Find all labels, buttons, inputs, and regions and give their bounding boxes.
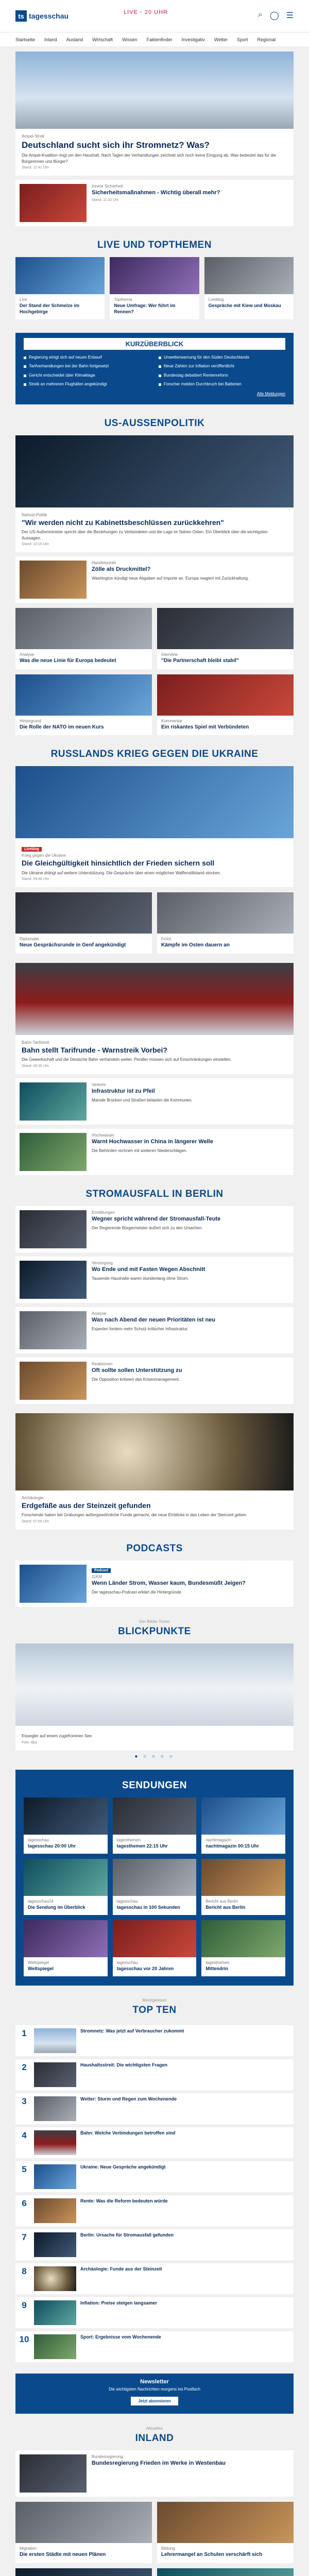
train-story[interactable]	[15, 963, 294, 1074]
logo-text: tagesschau	[29, 12, 69, 20]
summary-item[interactable]: Bundestag debattiert Rentenreform	[159, 373, 285, 378]
headline[interactable]: Stromnetz: Was jetzt auf Verbraucher zukommt	[80, 2028, 184, 2034]
headline[interactable]: Bericht aus Berlin	[205, 1904, 246, 1910]
story-card[interactable]	[15, 608, 152, 669]
nav-item[interactable]: Faktenfinder	[146, 37, 173, 42]
thumb-image[interactable]	[15, 892, 152, 934]
topline: 11KM	[92, 1574, 102, 1579]
newsletter-text: Die wichtigsten Nachrichten morgens ins Postfach	[109, 2387, 200, 2392]
shows-box	[15, 1770, 294, 1986]
headline[interactable]: Deutschland sucht sich ihr Stromnetz? Was?	[22, 140, 210, 150]
topline: Krieg gegen die Ukraine	[22, 853, 66, 858]
topline: Liveblog	[208, 297, 224, 302]
top-story-image[interactable]	[15, 52, 294, 129]
top-ten-item[interactable]	[15, 2093, 294, 2124]
topline: Live	[20, 297, 27, 302]
story-card[interactable]	[157, 892, 294, 954]
headline[interactable]: "Die Partnerschaft bleibt stabil"	[161, 658, 239, 664]
headline[interactable]: Wenn Länder Strom, Wasser kaum, Bundesmüßt Jeigen?	[92, 1580, 246, 1586]
story-card[interactable]	[15, 674, 152, 736]
user-icon[interactable]: ◯	[269, 11, 279, 20]
date: Stand: 12:41 Uhr	[22, 166, 49, 170]
gallery-pagination[interactable]: ● ○ ○ ○ ○	[134, 1753, 175, 1759]
summary-item[interactable]: Regierung einigt sich auf neuen Entwurf	[24, 355, 150, 360]
topline: Innere Sicherheit	[92, 184, 123, 189]
nav-item[interactable]: Sport	[237, 37, 248, 42]
summary-item[interactable]: Tarifverhandlungen bei der Bahn fortgesetzt	[24, 364, 150, 369]
show-card[interactable]	[24, 1859, 108, 1915]
menu-icon[interactable]: ☰	[286, 11, 294, 20]
shows-grid	[24, 1798, 285, 1977]
show-card[interactable]	[113, 1859, 197, 1915]
show-card[interactable]	[24, 1798, 108, 1854]
thumb-image[interactable]	[34, 2198, 76, 2223]
ukraine-main-story[interactable]	[15, 766, 294, 887]
headline[interactable]: Sicherheitsmaßnahmen - Wichtig überall mehr?	[92, 190, 220, 196]
thumb-image[interactable]	[24, 1920, 108, 1957]
topline: Kommentar	[161, 718, 183, 723]
lead: Marode Brücken und Straßen belasten die Kommunen.	[92, 1097, 193, 1103]
inland-cards	[15, 2502, 294, 2576]
nav-item[interactable]: Inland	[44, 37, 57, 42]
section-title-shows: SENDUNGEN	[122, 1780, 187, 1791]
summary-item[interactable]: Streik an mehreren Flughäfen angekündigt	[24, 382, 150, 387]
lead: Die Gewerkschaft und die Deutsche Bahn verhandeln weiter. Pendler müssen sich auf Einschränkungen einstellen.	[22, 1057, 232, 1062]
thumb-image[interactable]	[15, 674, 152, 716]
section-title-us: US-AUSSENPOLITIK	[104, 417, 205, 429]
thumb-image[interactable]	[24, 1859, 108, 1896]
header-icons	[258, 10, 294, 21]
topline: nachtmagazin	[205, 1837, 232, 1842]
headline[interactable]: Inflation: Preise steigen langsamer	[80, 2300, 158, 2306]
us-main-story[interactable]	[15, 435, 294, 553]
headline[interactable]: Mittendrin	[205, 1966, 228, 1972]
headline[interactable]: Was nach Abend der neuen Prioritäten ist neu	[92, 1316, 216, 1323]
thumb-image[interactable]	[20, 561, 87, 599]
stone-age-story[interactable]	[15, 1413, 294, 1530]
story-card[interactable]	[157, 2502, 294, 2563]
story-image[interactable]	[15, 766, 294, 838]
thumb-image[interactable]	[157, 674, 294, 716]
summary-title: KURZÜBERBLICK	[24, 338, 285, 350]
bullet-icon	[24, 365, 26, 368]
headline[interactable]: Oft sollte sollen Unterstützung zu	[92, 1367, 182, 1374]
date: Stand: 10:15 Uhr	[22, 543, 49, 547]
topline: Bahn-Tarifstreit	[22, 1040, 49, 1045]
headline[interactable]: Erdgefäße aus der Steinzeit gefunden	[22, 1501, 151, 1510]
date: Stand: 09:48 Uhr	[22, 877, 49, 882]
live-cards	[15, 257, 294, 319]
lead: Experten fordern mehr Schutz kritischer Infrastruktur.	[92, 1326, 188, 1331]
topline: Bildung	[161, 2546, 175, 2551]
thumb-image[interactable]	[113, 1798, 197, 1835]
headline[interactable]: Ukraine: Neue Gespräche angekündigt	[80, 2164, 166, 2170]
second-story[interactable]	[15, 180, 294, 226]
thumb-image[interactable]	[34, 2232, 76, 2257]
top-ten-item[interactable]	[15, 2059, 294, 2090]
search-icon[interactable]: ⌕	[258, 10, 263, 19]
story-card[interactable]	[15, 2502, 152, 2563]
headline[interactable]: Zölle als Druckmittel?	[92, 566, 151, 573]
topline: Verkehr	[92, 1082, 106, 1087]
section-kicker: Der Bilder-Ticker	[139, 1619, 170, 1624]
thumb-image[interactable]	[34, 2130, 76, 2155]
topline: Analyse	[20, 652, 35, 657]
topline: Nahost-Politik	[22, 512, 47, 517]
date: Stand: 08:30 Uhr	[22, 1064, 49, 1068]
topline: Bericht aus Berlin	[205, 1899, 238, 1904]
thumb-image[interactable]	[24, 1798, 108, 1835]
thumb-image[interactable]	[20, 1311, 87, 1349]
date: Stand: 07:55 Uhr	[22, 1519, 49, 1523]
topline: Hintergrund	[20, 718, 41, 723]
thumb-image[interactable]	[34, 2096, 76, 2121]
newsletter-box	[15, 2374, 294, 2414]
show-card[interactable]	[113, 1798, 197, 1854]
lead: Der US-Außenminister spricht über die Beziehungen zu Verbündeten und die Lage im Nahen Osten. Ein Überblick über die wichtigsten Aussagen.	[22, 530, 268, 540]
lead: Forschende haben bei Grabungen außergewöhnliche Funde gemacht, die neue Einblicke in das Leben der Steinzeit geben.	[22, 1513, 248, 1518]
thumb-image[interactable]	[204, 257, 294, 294]
section-title-live: LIVE UND TOPTHEMEN	[97, 240, 212, 251]
show-card[interactable]	[24, 1920, 108, 1976]
show-card[interactable]	[201, 1920, 285, 1976]
section-title-top-ten: TOP TEN	[132, 2005, 177, 2016]
top-ten-item[interactable]	[15, 2161, 294, 2192]
nav-item[interactable]: Wetter	[214, 37, 228, 42]
headline[interactable]: Kämpfe im Osten dauern an	[161, 942, 230, 948]
topline: tagesschau	[28, 1837, 49, 1842]
top-story[interactable]	[15, 52, 294, 176]
headline[interactable]: tagesschau in 100 Sekunden	[116, 1904, 180, 1910]
topline: Bundesregierung	[92, 2454, 123, 2460]
story-image[interactable]	[15, 963, 294, 1035]
bullet-icon	[24, 383, 26, 386]
nav-item[interactable]: Wissen	[122, 37, 138, 42]
podcast-cover[interactable]	[20, 1565, 87, 1603]
headline[interactable]: Lehrermangel an Schulen verschärft sich	[161, 2552, 263, 2558]
topline: Hochwasser	[92, 1132, 115, 1138]
topline: tagesthemen	[205, 1960, 230, 1965]
rank-number: 10	[19, 2334, 29, 2345]
topline: Handelsstreit	[92, 561, 116, 566]
headline[interactable]: tagesschau vor 20 Jahren	[116, 1966, 174, 1972]
headline[interactable]: Die Sendung im Überblick	[28, 1904, 85, 1910]
headline[interactable]: Archäologie: Funde aus der Steinzeit	[80, 2266, 162, 2272]
thumb-image[interactable]	[34, 2062, 76, 2087]
us-row-story[interactable]	[15, 556, 294, 603]
thumb-image[interactable]	[34, 2300, 76, 2325]
headline[interactable]: Bahn stellt Tarifrunde - Warnstreik Vorbei?	[22, 1045, 167, 1054]
topline: Front	[161, 937, 171, 942]
thumb-image[interactable]	[20, 1362, 87, 1400]
mixed-story[interactable]	[15, 1129, 294, 1175]
headline[interactable]: Der Stand der Schmelze im Hochgebirge	[20, 303, 80, 314]
headline[interactable]: Die Gleichgültigkeit hinsichtlich der Frieden sichern soll	[22, 859, 215, 868]
headline[interactable]: Neue Gesprächsrunde in Genf angekündigt	[20, 942, 126, 948]
lead: Die Behörden rechnen mit weiteren Niederschlägen.	[92, 1148, 187, 1153]
headline[interactable]: Rente: Was die Reform bedeuten würde	[80, 2198, 168, 2204]
topline: Analyse	[92, 1311, 107, 1316]
topline: Reaktionen	[92, 1361, 113, 1366]
photo-gallery[interactable]	[15, 1643, 294, 1751]
bullet-icon	[159, 375, 161, 377]
headline[interactable]: Neue Umfrage: Wer führt im Rennen?	[114, 303, 176, 314]
lead: Der Regierende Bürgermeister äußert sich zu den Ursachen.	[92, 1225, 203, 1230]
summary-item[interactable]: Forscher melden Durchbruch bei Batterien	[159, 382, 285, 387]
section-kicker: Meistgelesen	[142, 1998, 167, 2003]
thumb-image[interactable]	[20, 1261, 87, 1299]
topline: Interview	[161, 652, 178, 657]
summary-more-link[interactable]: Alle Meldungen	[256, 391, 285, 396]
live-card[interactable]	[204, 257, 294, 319]
rank-number: 1	[22, 2028, 27, 2039]
lead: Die Ampel-Koalition ringt um den Haushalt. Nach Tagen der Verhandlungen zeichnet sich noch keine Einigung ab. Was bedeutet das für die Bürgerinnen und Bürger?	[22, 153, 277, 164]
headline[interactable]: Die Rolle der NATO im neuen Kurs	[20, 724, 104, 730]
thumb-image[interactable]	[15, 2568, 152, 2576]
topline: Versorgung	[92, 1260, 113, 1265]
headline[interactable]: Ein riskantes Spiel mit Verbündeten	[161, 724, 249, 730]
top-ten-item[interactable]	[15, 2229, 294, 2260]
summary-item[interactable]: Unwetterwarnung für den Süden Deutschlands	[159, 355, 285, 360]
thumb-image[interactable]	[34, 2266, 76, 2291]
rank-number: 2	[22, 2062, 27, 2073]
thumb-image[interactable]	[110, 257, 199, 294]
headline[interactable]: tagesschau 20:00 Uhr	[28, 1843, 76, 1849]
topline: Archäologie	[22, 1495, 44, 1500]
live-card[interactable]	[15, 257, 105, 319]
headline[interactable]: Haushaltsstreit: Die wichtigsten Fragen	[80, 2062, 168, 2068]
newsletter-label: Newsletter	[140, 2379, 169, 2385]
section-title-inland: INLAND	[135, 2433, 174, 2444]
caption: Eissegler auf einem zugefrorenen See	[22, 1733, 92, 1738]
logo[interactable]	[15, 10, 68, 22]
summary-item[interactable]: Gericht entscheidet über Klimaklage	[24, 373, 150, 378]
story-card[interactable]	[157, 2568, 294, 2576]
section-title-podcasts: PODCASTS	[126, 1543, 183, 1554]
bullet-icon	[159, 365, 161, 368]
headline[interactable]: Sport: Ergebnisse vom Wochenende	[80, 2334, 161, 2340]
nav-item[interactable]: Startseite	[15, 37, 36, 42]
topline: Migration	[20, 2546, 37, 2551]
story-card[interactable]	[15, 2568, 152, 2576]
logo-mark: ts	[15, 10, 27, 22]
topline: Ampel-Streit	[22, 134, 45, 139]
live-card[interactable]	[110, 257, 199, 319]
bullet-icon	[159, 357, 161, 359]
story-card[interactable]	[157, 608, 294, 669]
section-title-power-outage: STROMAUSFALL IN BERLIN	[85, 1188, 224, 1199]
headline[interactable]: Weltspiegel	[28, 1966, 54, 1972]
topline: tagesschau	[116, 1899, 138, 1904]
thumb-image[interactable]	[157, 2502, 294, 2543]
top-ten-item[interactable]	[15, 2297, 294, 2328]
thumb-image[interactable]	[15, 2502, 152, 2543]
headline[interactable]: Gespräche mit Kiew und Moskau	[208, 303, 281, 309]
summary-item[interactable]: Neue Zahlen zur Inflation veröffentlicht	[159, 364, 285, 369]
bullet-icon	[24, 375, 26, 377]
story-image[interactable]	[15, 435, 294, 507]
power-story[interactable]	[15, 1358, 294, 1404]
story-card[interactable]	[15, 892, 152, 954]
top-ten-item[interactable]	[15, 2127, 294, 2158]
top-ten-list	[15, 2025, 294, 2362]
thumb-image[interactable]	[157, 608, 294, 649]
section-title-highlights: BLICKPUNKTE	[118, 1625, 191, 1637]
nav-item[interactable]: Ausland	[66, 37, 83, 42]
us-cards	[15, 608, 294, 735]
rank-number: 9	[22, 2300, 27, 2311]
lead: Die Ukraine drängt auf weitere Unterstützung. Die Gespräche über einen möglichen Waffenstillstand stocken.	[22, 870, 221, 875]
topline: Topthema	[114, 297, 132, 302]
rank-number: 6	[22, 2198, 27, 2209]
topline: Diplomatie	[20, 937, 39, 942]
thumb-image[interactable]	[201, 1859, 285, 1896]
live-badge: Liveblog	[22, 847, 42, 852]
thumb-image[interactable]	[157, 892, 294, 934]
thumb-image[interactable]	[15, 257, 105, 294]
newsletter-subscribe-button[interactable]: Jetzt abonnieren	[131, 2397, 178, 2405]
headline[interactable]: Was die neue Linie für Europa bedeutet	[20, 658, 116, 664]
section-kicker: Aktuelles	[146, 2426, 163, 2431]
rank-number: 5	[22, 2164, 27, 2175]
lead: Der tagesschau-Podcast erklärt die Hintergründe.	[92, 1589, 182, 1595]
rank-number: 7	[22, 2232, 27, 2243]
thumb-image[interactable]	[157, 2568, 294, 2576]
top-ten-item[interactable]	[15, 2263, 294, 2294]
lead: Tausende Haushalte waren stundenlang ohne Strom.	[92, 1276, 189, 1281]
thumb-image[interactable]	[113, 1920, 197, 1957]
rank-number: 4	[22, 2130, 27, 2141]
lead: Die Opposition kritisiert das Krisenmanagement.	[92, 1377, 180, 1382]
rank-number: 3	[22, 2096, 27, 2107]
show-card[interactable]	[201, 1859, 285, 1915]
top-ten-item[interactable]	[15, 2025, 294, 2056]
thumb-image[interactable]	[20, 184, 87, 222]
bullet-icon	[24, 357, 26, 359]
headline[interactable]: Bahn: Welche Verbindungen betroffen sind	[80, 2130, 176, 2136]
ukraine-cards	[15, 892, 294, 954]
lead: Washington kündigt neue Abgaben auf Importe an. Europa reagiert mit Zurückhaltung.	[92, 575, 249, 581]
thumb-image[interactable]	[20, 2454, 87, 2493]
story-image[interactable]	[15, 1413, 294, 1490]
topline: Weltspiegel	[28, 1960, 49, 1965]
nav-item[interactable]: Wirtschaft	[92, 37, 113, 42]
show-card[interactable]	[113, 1920, 197, 1976]
topline: tagesschau	[116, 1960, 138, 1965]
headline[interactable]: Wegner spricht während der Stromausfall-Teute	[92, 1215, 221, 1222]
headline[interactable]: tagesthemen 22:15 Uhr	[116, 1843, 168, 1849]
nav-item[interactable]: Investigativ	[181, 37, 205, 42]
topline: Ermittlungen	[92, 1210, 115, 1215]
live-label[interactable]: LIVE ◦ 20 UHR	[124, 9, 168, 15]
top-ten-item[interactable]	[15, 2195, 294, 2226]
thumb-image[interactable]	[20, 1082, 87, 1121]
thumb-image[interactable]	[34, 2028, 76, 2053]
thumb-image[interactable]	[20, 1210, 87, 1248]
show-card[interactable]	[201, 1798, 285, 1854]
nav-item[interactable]: Regional	[257, 37, 276, 42]
top-ten-item[interactable]	[15, 2331, 294, 2362]
headline[interactable]: "Wir werden nicht zu Kabinettsbeschlüssen zurückkehren"	[22, 518, 224, 527]
power-story[interactable]	[15, 1206, 294, 1252]
thumb-image[interactable]	[201, 1798, 285, 1835]
thumb-image[interactable]	[15, 608, 152, 649]
date: Stand: 11:02 Uhr	[92, 198, 119, 202]
site-header	[0, 0, 309, 32]
topline: tagesthemen	[116, 1837, 141, 1842]
headline[interactable]: Wo Ende und mit Fasten Wegen Abschnitt	[92, 1266, 205, 1273]
headline[interactable]: Infrastruktur ist zu Pfeil	[92, 1088, 155, 1094]
headline[interactable]: Die ersten Städte mit neuen Plänen	[20, 2552, 106, 2558]
topline: tagesschau24	[28, 1899, 54, 1904]
thumb-image[interactable]	[201, 1920, 285, 1957]
headline[interactable]: Wetter: Sturm und Regen zum Wochenende	[80, 2096, 177, 2102]
thumb-image[interactable]	[20, 1133, 87, 1171]
gallery-image[interactable]	[15, 1643, 294, 1726]
mixed-story[interactable]	[15, 1078, 294, 1125]
main-nav	[0, 32, 309, 46]
photo-credit: Foto: dpa	[22, 1740, 37, 1744]
rank-number: 8	[22, 2266, 27, 2277]
story-card[interactable]	[157, 674, 294, 736]
power-story[interactable]	[15, 1307, 294, 1353]
thumb-image[interactable]	[113, 1859, 197, 1896]
podcast-item[interactable]	[15, 1561, 294, 1607]
bullet-icon	[159, 383, 161, 386]
headline[interactable]: Bundesregierung Frieden im Werke in Westenbau	[92, 2460, 226, 2467]
thumb-image[interactable]	[34, 2334, 76, 2359]
headline[interactable]: Berlin: Ursache für Stromausfall gefunden	[80, 2232, 174, 2238]
headline[interactable]: nachtmagazin 00:15 Uhr	[205, 1843, 259, 1849]
podcast-badge: Podcast	[92, 1568, 111, 1573]
section-title-ukraine: RUSSLANDS KRIEG GEGEN DIE UKRAINE	[50, 749, 259, 760]
inland-story[interactable]	[15, 2450, 294, 2497]
headline[interactable]: Warnt Hochwasser in China in längerer Welle	[92, 1138, 213, 1145]
thumb-image[interactable]	[34, 2164, 76, 2189]
news-summary-box	[15, 333, 294, 404]
power-story[interactable]	[15, 1257, 294, 1303]
